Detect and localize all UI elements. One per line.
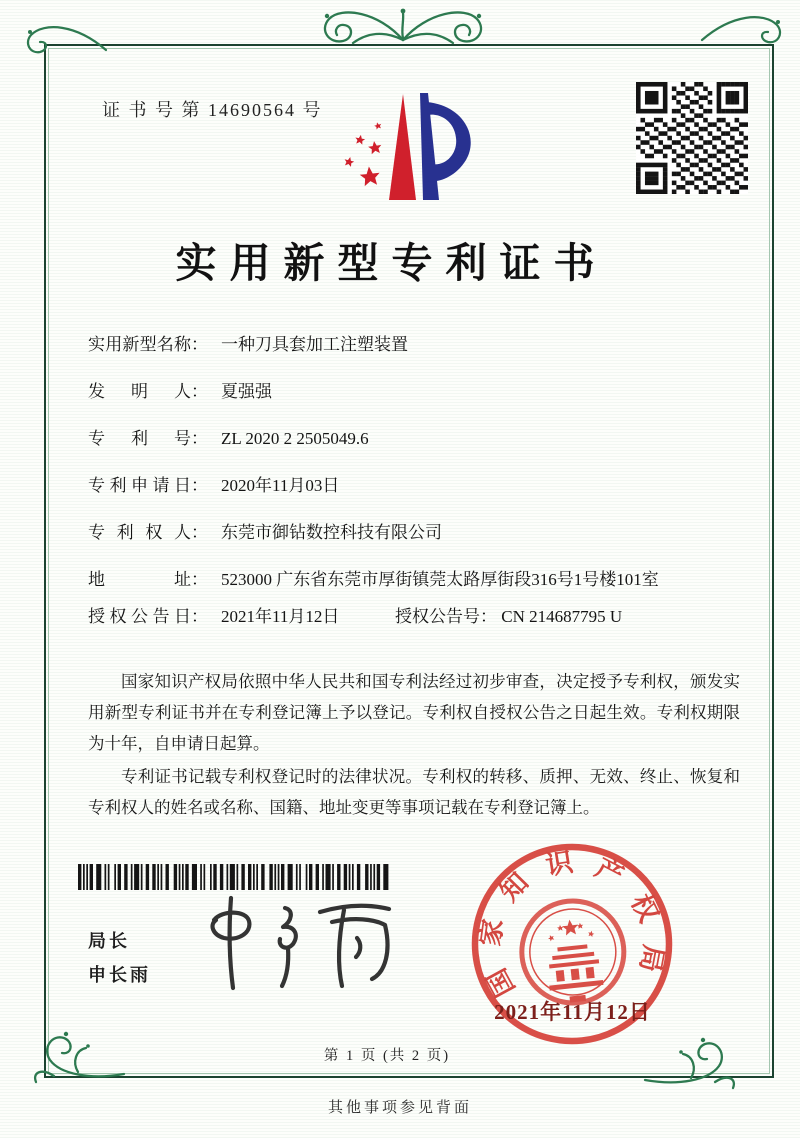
qr-code-icon: [636, 82, 748, 194]
body-paragraph-1: 国家知识产权局依照中华人民共和国专利法经过初步审查，决定授予专利权，颁发实用新型专利证书并在专利登记簿上予以登记。专利权自授权公告之日起生效。专利权期限为十年，自申请日起算。: [88, 672, 740, 753]
colon: ：: [191, 523, 208, 542]
field-label: 地址: [88, 570, 191, 589]
body-paragraph-2: 专利证书记载专利权登记时的法律状况。专利权的转移、质押、无效、终止、恢复和专利权人的姓名或名称、国籍、地址变更等事项记载在专利登记簿上。: [88, 767, 740, 817]
svg-text:国家知识产权局: [466, 838, 673, 1003]
field-label: 发明人: [88, 382, 191, 401]
top-left-flourish-icon: [18, 16, 108, 58]
field-value: 523000 广东省东莞市厚街镇莞太路厚街段316号1号楼101室: [221, 570, 659, 589]
colon: ：: [191, 476, 208, 495]
fields-section: [88, 332, 742, 651]
field-row-name: [88, 332, 742, 358]
colon: ：: [191, 335, 208, 354]
field-label: 专利权人: [88, 523, 191, 542]
colon: ：: [191, 607, 208, 626]
field-value: CN 214687795 U: [501, 607, 623, 626]
colon: ：: [480, 607, 497, 626]
field-grant-publication: [395, 604, 622, 630]
field-value: 2020年11月03日: [221, 476, 340, 495]
certificate-number: 证 书 号 第 14690564 号: [102, 100, 323, 120]
cnipa-logo-icon: [327, 90, 477, 212]
seal-date: 2021年11月12日: [494, 1000, 651, 1024]
field-row-inventor: [88, 379, 742, 405]
field-row-patent-no: [88, 426, 742, 452]
field-value: 2021年11月12日: [221, 607, 340, 626]
director-title: 局长: [88, 931, 130, 951]
field-label: 授权公告日: [88, 607, 191, 626]
back-note: 其他事项参见背面: [327, 1100, 472, 1116]
legal-text-section: [88, 666, 740, 825]
signature-handwriting-icon: [192, 890, 407, 995]
colon: ：: [191, 382, 208, 401]
field-value: ZL 2020 2 2505049.6: [221, 429, 369, 448]
director-block: [88, 924, 151, 992]
field-label: 授权公告号: [395, 607, 480, 626]
page-number: 第 1 页 (共 2 页): [323, 1048, 451, 1064]
colon: ：: [191, 570, 208, 589]
field-value: 一种刀具套加工注塑装置: [221, 335, 408, 354]
barcode-icon: [76, 864, 394, 890]
field-row-address: [88, 567, 742, 593]
field-row-filing-date: [88, 473, 742, 499]
field-row-patentee: [88, 520, 742, 546]
seal-text: 国家知识产权局: [475, 846, 669, 1002]
field-value: 夏强强: [221, 382, 272, 401]
field-row-grant-date: [88, 604, 742, 630]
certificate-title: 实用新型专利证书: [175, 240, 608, 286]
director-name: 申长雨: [88, 965, 151, 985]
field-label: 专利号: [88, 429, 191, 448]
field-label: 实用新型名称: [88, 335, 191, 354]
colon: ：: [191, 429, 208, 448]
field-value: 东莞市御钻数控科技有限公司: [221, 523, 442, 542]
field-label: 专利申请日: [88, 476, 191, 495]
top-right-flourish-icon: [700, 6, 790, 48]
top-flourish-icon: [283, 4, 523, 52]
